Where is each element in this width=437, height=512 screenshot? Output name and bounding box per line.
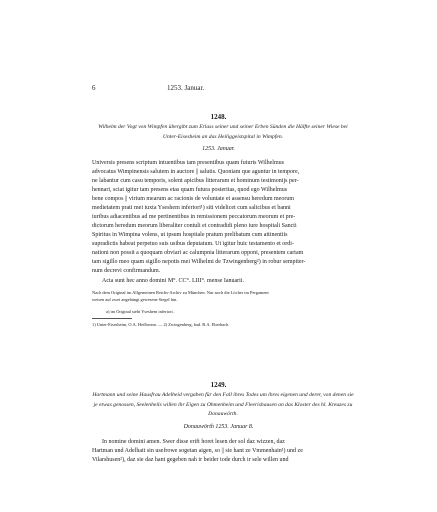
- document-date: Donauwörth 1253. Januar 8.: [183, 424, 254, 430]
- text-line: tam sigillo meo quam sigillo nepotis mei Wilhelmi de Tzwingenberg²) in robur sempiter-: [92, 259, 306, 265]
- text-line: Spiritus in Wimpina volens, ut ipsum hospitale pratum prelibatum cum attinentiis: [92, 232, 288, 238]
- text-line: advocatus Wimpinensis salutem in auctore || salutis. Quoniam que aguntur in tempore,: [92, 169, 300, 175]
- document-summary: Hartmann und seine Hausfrau Adelheid vergaben für den Fall ihres Todes um ihres eigenen und derer, von denen sie je etwas genossen, Seelenheils willen ihr Eigen zu Ohmenheim und Fleerishausen an das Kloster des hl. Kreuzes zu Donauwörth.: [92, 392, 354, 417]
- text-line: ne labantur cum casu temporis, solent apicibus litterarum et hominum testimonijs per-: [92, 178, 299, 184]
- source-note: Nach dem Original im Allgemeinen Reichs-Archiv zu München. Nur noch die Löcher im Pergament: [92, 290, 269, 295]
- variant-note: a) im Original steht Yseshem inferiori.: [106, 309, 174, 314]
- document-summary: Wilhelm der Vogt von Wimpfen übergibt zum Erlass seiner und seiner Erben Sünden die Hälfte seiner Wiese bei Unter-Eisesheim an das Heiliggeistspital in Wimpfen.: [98, 124, 348, 140]
- text-line: supradictis habeat perpetuo suis usibus deputatum. Ut igitur huic testamento et ordi-: [92, 241, 294, 247]
- text-line: Universis presens scriptum intuentibus tam presentibus quam futuris Wilhelmus: [92, 160, 284, 166]
- document-number: 1249.: [210, 381, 227, 389]
- footnote-rule: [92, 318, 132, 319]
- text-line: num decrevi confirmandum.: [92, 268, 161, 274]
- text-line: iuribus adiacentibus ad me pertinentibus in remissionem peccatorum meorum et pre-: [92, 214, 296, 220]
- document-date: 1253. Januar.: [202, 146, 235, 152]
- document-number: 1248.: [210, 113, 227, 121]
- text-line: In nomine domini amen. Swer disse erift horet lesen der sol daz wizzen, daz: [102, 439, 285, 445]
- text-line: dictorum heredum meorum liberaliter contuli et contradidi pleno iure hospitali Sancti: [92, 223, 297, 229]
- page-number: 6: [92, 84, 96, 92]
- running-head: 1253. Januar.: [167, 84, 205, 92]
- source-note: weisen auf zwei angehängt gewesene Siegel hin.: [92, 297, 178, 302]
- text-line: bene compos || virium mearum ac racionis de voluntate et assensu heredum meorum: [92, 196, 295, 202]
- text-line: Vilarshusen²), daz sie daz hant gegeben nah ir beider tode durch ir sele willen und: [92, 457, 289, 463]
- text-line: nationi non possit a quoquam obviari ac calumpnia litterarum opponi, presentem cartam: [92, 250, 304, 256]
- text-line: hennari, sciat igitur tam presens etas quam futura posteritas, quod ego Wilhelmus: [92, 187, 288, 193]
- footnotes: 1) Unter-Eisesheim, O.A. Heilbronn. — 2) Zwingenberg, bad. B.A. Eberbach.: [92, 322, 230, 327]
- text-line: Acta sunt hec anno domini M°. CC°. LIII°. mense Ianuarii.: [102, 278, 244, 284]
- text-line: Hartman und Adelhait sin usefrowe sogetan aigen, so || sie hant ze Vmmenhain¹) und ze: [92, 448, 303, 454]
- text-line: medietatem prati mei iuxta Yseshem inferiori¹) siti videlicet cum salicibus et banni: [92, 205, 291, 211]
